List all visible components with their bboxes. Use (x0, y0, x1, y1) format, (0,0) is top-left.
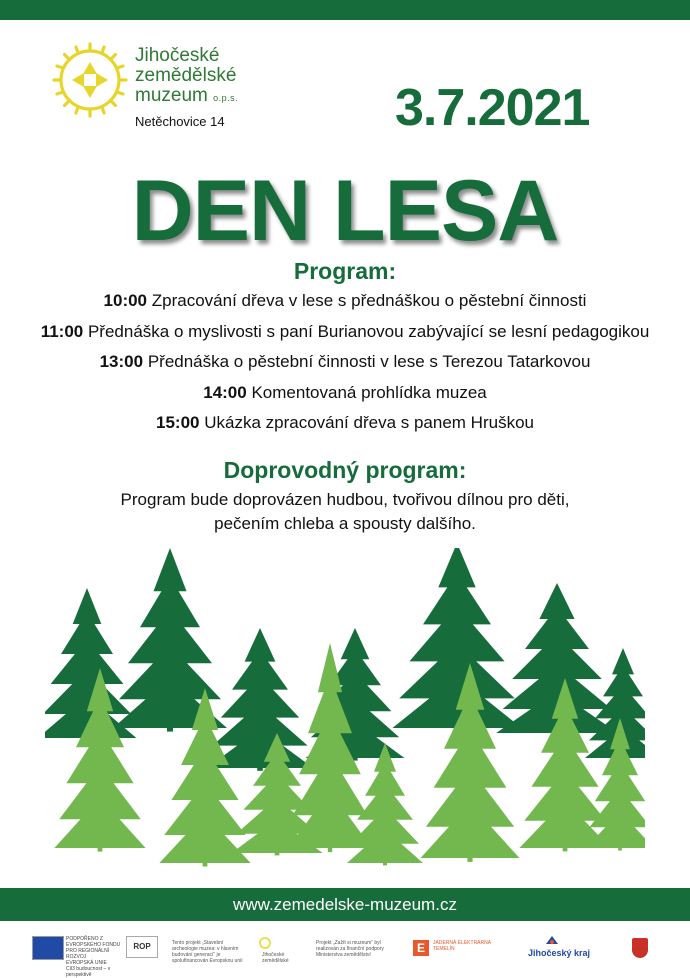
accompanying-line-1: Program bude doprovázen hudbou, tvořivou dílnou pro děti, (120, 490, 570, 509)
program-time: 10:00 (103, 291, 148, 310)
coat-of-arms-icon (632, 938, 648, 958)
logo-text (135, 46, 238, 108)
logo-ops: o.p.s. (213, 93, 239, 103)
website-link[interactable]: www.zemedelske-muzeum.cz (0, 888, 690, 921)
logo-line-2: zemědělské (135, 65, 237, 86)
program-text: Zpracování dřeva v lese s přednáškou o pěstební činnosti (151, 291, 587, 310)
program-item (0, 288, 690, 319)
eu-flag-icon (32, 936, 64, 960)
project-text-1: Tento projekt „Stavební archeologie muzea: v hlavním budování generací“ je spolufinancován Evropskou unií (172, 940, 243, 964)
accompanying-text (0, 488, 690, 536)
museum-small-text: Jihočeské zemědělské (262, 952, 289, 964)
accompanying-heading: Doprovodný program: (223, 457, 467, 483)
sponsor-strip (0, 928, 690, 978)
program-time: 13:00 (99, 352, 144, 371)
program-text: Přednáška o myslivosti s paní Burianovou zabývající se lesní pedagogikou (87, 321, 650, 341)
program-time: 11:00 (40, 321, 84, 341)
cez-text: JADERNÁ ELEKTRÁRNA TEMELÍN (433, 940, 491, 952)
program-list (0, 288, 690, 441)
program-item (0, 380, 690, 411)
program-text: Komentovaná prohlídka muzea (251, 382, 487, 402)
project-text-2: Projekt „Zažít si muzeum“ byl realizován za finanční podpory Ministerstva zemědělství (316, 940, 384, 958)
jihocesky-kraj-text: Jihočeský kraj (528, 948, 591, 958)
rop-logo: ROP (126, 936, 158, 958)
program-text: Ukázka zpracování dřeva s panem Hruškou (204, 413, 534, 432)
top-green-bar (0, 0, 690, 20)
cez-logo: E (413, 940, 429, 956)
museum-small-logo-icon (258, 936, 272, 950)
program-text: Přednáška o pěstební činnosti v lese s Terezou Tatarkovou (147, 352, 591, 371)
event-title: DEN LESA (131, 163, 559, 259)
program-item (0, 349, 690, 380)
program-item (0, 319, 690, 350)
museum-logo (50, 40, 250, 132)
logo-address: Netěchovice 14 (135, 114, 225, 129)
logo-line-3: muzeum (135, 85, 208, 106)
gear-sun-logo-icon (50, 40, 130, 120)
forest-illustration (45, 548, 645, 868)
program-item (0, 410, 690, 441)
event-date: 3.7.2021 (395, 79, 590, 137)
program-heading: Program: (293, 258, 397, 284)
logo-line-1: Jihočeské (135, 45, 220, 66)
program-time: 14:00 (203, 382, 247, 402)
jihocesky-kraj-icon (545, 934, 559, 946)
program-time: 15:00 (156, 413, 200, 432)
accompanying-line-2: pečením chleba a spousty dalšího. (214, 514, 476, 533)
eu-fund-text: PODPOŘENO Z EVROPSKÉHO FONDU PRO REGIONÁLNÍ ROZVOJ EVROPSKÁ UNIE Cíl3 budoucnost – v perspektivě (66, 936, 121, 978)
